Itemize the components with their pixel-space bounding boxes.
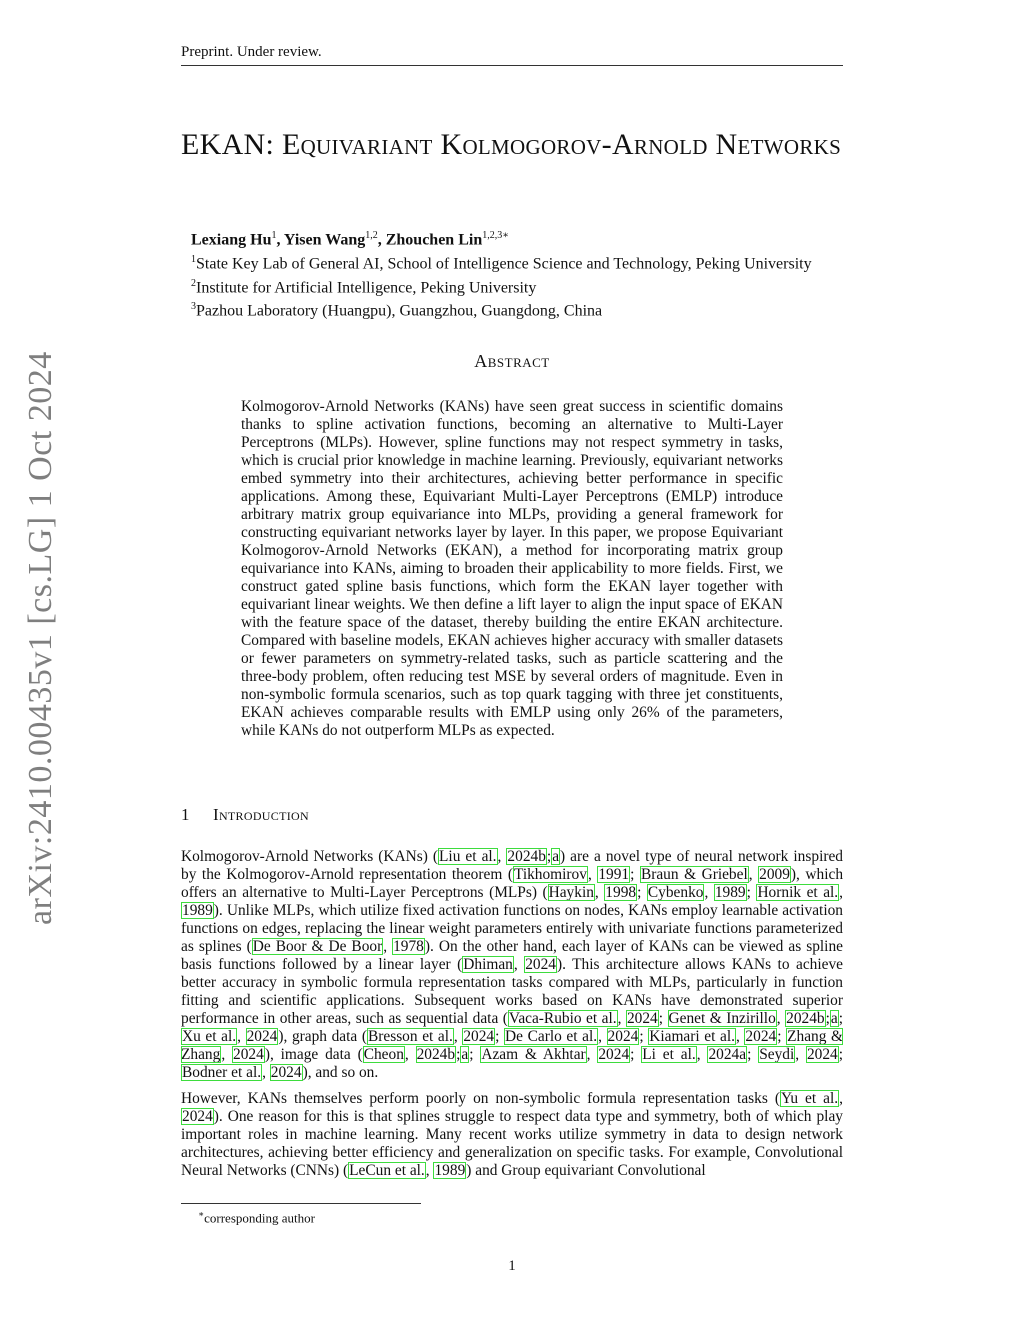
text-run: , xyxy=(776,1010,786,1027)
citation-link[interactable]: 2024a xyxy=(708,1046,747,1063)
citation-link[interactable]: 2024 xyxy=(270,1064,302,1081)
text-run: ; xyxy=(747,1046,759,1063)
page-number: 1 xyxy=(508,1258,516,1274)
citation-link[interactable]: Genet & Inzirillo xyxy=(668,1010,776,1027)
text-run: ), graph data ( xyxy=(278,1028,367,1045)
paragraph xyxy=(181,1090,843,1180)
citation-link[interactable]: 2024 xyxy=(246,1028,278,1045)
citation-link[interactable]: Cybenko xyxy=(647,884,704,901)
text-run: , xyxy=(221,1046,233,1063)
footnote-mark: ∗ xyxy=(198,1209,205,1219)
citation-link[interactable]: 2024b xyxy=(786,1010,825,1027)
text-run: , xyxy=(383,938,393,955)
text-run: ; xyxy=(630,1046,642,1063)
citation-link[interactable]: a xyxy=(830,1010,838,1027)
citation-link[interactable]: 2024 xyxy=(626,1010,658,1027)
citation-link[interactable]: a xyxy=(552,848,560,865)
section-number: 1 xyxy=(181,805,190,824)
text-run: , xyxy=(617,1010,626,1027)
citation-link[interactable]: 1989 xyxy=(182,902,213,919)
affiliation-mark: 3 xyxy=(191,301,196,313)
text-run: ; xyxy=(777,1028,787,1045)
author-name: Lexiang Hu xyxy=(191,231,272,249)
text-run: ). This architecture allows KANs to achieve better accuracy in symbolic formula representation tasks compared with MLPs, particularly in function fitting and scientific applications. Subsequent works based on KANs have demonstrated superior performance in other areas, such as sequential data ( xyxy=(181,956,843,1027)
citation-link[interactable]: 1989 xyxy=(434,1162,466,1179)
citation-link[interactable]: 1998 xyxy=(605,884,637,901)
text-run: , xyxy=(795,1046,806,1063)
text-run: ). One reason for this is that splines struggle to respect data type and symmetry, both of which play important roles in machine learning. Many recent works utilize symmetry in data to design network architectures, achieving better efficiency and generalization on specific tasks. For example, Convolutional Neural Networks (CNNs) ( xyxy=(181,1108,843,1179)
citation-link[interactable]: Azam & Akhtar xyxy=(481,1046,586,1063)
citation-link[interactable]: 2024 xyxy=(182,1108,213,1125)
section-title: Introduction xyxy=(213,805,309,824)
citation-link[interactable]: Xu et al. xyxy=(182,1028,237,1045)
affiliation-text: Institute for Artificial Intelligence, Peking University xyxy=(196,278,537,296)
abstract-heading: Abstract xyxy=(474,351,550,371)
citation-link[interactable]: LeCun et al. xyxy=(349,1162,425,1179)
text-run: , xyxy=(735,1028,745,1045)
text-run: , xyxy=(586,1046,598,1063)
text-run: , xyxy=(704,884,714,901)
text-run: , xyxy=(587,866,598,883)
text-run: ). On the other hand, each layer of KANs can be viewed as spline basis functions followed by a linear layer ( xyxy=(181,938,843,973)
citation-link[interactable]: 2024 xyxy=(463,1028,495,1045)
citation-link[interactable]: Vaca-Rubio et al. xyxy=(508,1010,617,1027)
arxiv-identifier: arXiv:2410.00435v1 [cs.LG] 1 Oct 2024 xyxy=(22,351,59,925)
citation-link[interactable]: 2024 xyxy=(806,1046,838,1063)
citation-link[interactable]: Bresson et al. xyxy=(367,1028,453,1045)
author-name: Zhouchen Lin xyxy=(385,231,483,249)
citation-link[interactable]: De Carlo et al. xyxy=(505,1028,598,1045)
running-header: Preprint. Under review. xyxy=(181,44,322,60)
paper-title: EKAN: Equivariant Kolmogorov-Arnold Networks xyxy=(181,128,842,161)
citation-link[interactable]: Braun & Griebel xyxy=(640,866,748,883)
text-run: , xyxy=(839,884,844,901)
text-run: ; xyxy=(746,884,757,901)
citation-link[interactable]: 2024b xyxy=(507,848,546,865)
text-run: However, KANs themselves perform poorly on non-symbolic formula representation tasks ( xyxy=(181,1090,780,1107)
text-run: ; xyxy=(495,1028,505,1045)
citation-link[interactable]: 2024b xyxy=(416,1046,456,1063)
text-run: ; xyxy=(630,866,640,883)
citation-link[interactable]: 2024 xyxy=(598,1046,630,1063)
introduction-body xyxy=(181,848,843,1188)
footnote-rule xyxy=(181,1203,421,1204)
citation-link[interactable]: a xyxy=(461,1046,469,1063)
text-run: , xyxy=(497,848,507,865)
text-run: ; xyxy=(838,1010,844,1027)
citation-link[interactable]: 2024 xyxy=(607,1028,639,1045)
footnote xyxy=(198,1209,315,1226)
citation-link[interactable]: Bodner et al. xyxy=(182,1064,262,1081)
author-block xyxy=(191,226,812,321)
text-run: , xyxy=(262,1064,270,1081)
citation-link[interactable]: 2024 xyxy=(525,956,556,973)
text-run: ), which offers an alternative to Multi-Layer Perceptrons (MLPs) ( xyxy=(181,866,844,901)
text-run: ; xyxy=(658,1010,668,1027)
text-run: ), and so on. xyxy=(302,1064,379,1081)
author-names: Lexiang Hu$^1$, Yisen Wang$^{1,2}$, Zhouchen Lin$^{1,2,3∗}$ xyxy=(191,230,510,249)
text-run: , xyxy=(839,1090,843,1107)
abstract-text: Kolmogorov-Arnold Networks (KANs) have seen great success in scientific domains thanks to spline activation functions, becoming an alternative to Multi-Layer Perceptrons (MLPs). However, spline functions may not respect symmetry in tasks, which is crucial prior knowledge in machine learning. Previously, equivariant networks embed symmetry into their architectures, achieving better performance in specific applications. Among these, Equivariant Multi-Layer Perceptrons (EMLP) introduce arbitrary matrix group equivariance into MLPs, providing a general framework for constructing equivariant networks layer by layer. In this paper, we propose Equivariant Kolmogorov-Arnold Networks (EKAN), a method for incorporating matrix group equivariance into KANs, aiming to broaden their applicability to more fields. First, we construct gated spline basis functions, which form the EKAN layer together with equivariant linear weights. We then define a lift layer to align the input space of EKAN with the feature space of the dataset, thereby building the entire EKAN architecture. Compared with baseline models, EKAN achieves higher accuracy with smaller datasets or fewer parameters on symmetry-related tasks, such as particle scattering and the three-body problem, often reducing test MSE by several orders of magnitude. Even in non-symbolic formula scenarios, such as top quark tagging with three jet constituents, EKAN achieves comparable results with EMLP using only 26% of the parameters, while KANs do not outperform MLPs as expected. xyxy=(241,398,783,739)
text-run: , xyxy=(425,1162,434,1179)
text-run: , xyxy=(594,884,605,901)
section-heading xyxy=(181,805,309,825)
paragraph xyxy=(181,848,843,1082)
header-rule xyxy=(181,65,843,66)
text-run: ; xyxy=(469,1046,481,1063)
text-run: , xyxy=(696,1046,708,1063)
text-run: ) and Group equivariant Convolutional xyxy=(466,1162,706,1179)
citation-link[interactable]: Kiamari et al. xyxy=(649,1028,735,1045)
text-run: ) are a novel type of neural network inspired by the Kolmogorov-Arnold representation theorem ( xyxy=(181,848,843,883)
affiliation xyxy=(191,250,812,274)
author-affiliation-mark: 1 xyxy=(271,230,277,241)
text-run: ; xyxy=(639,1028,649,1045)
author-name: Yisen Wang xyxy=(283,231,366,249)
text-run: , xyxy=(453,1028,463,1045)
affiliation-text: State Key Lab of General AI, School of Intelligence Science and Technology, Peking University xyxy=(196,255,812,273)
affiliation-mark: 1 xyxy=(191,253,196,265)
citation-link[interactable]: Li et al. xyxy=(642,1046,696,1063)
citation-link[interactable]: 2024 xyxy=(745,1028,777,1045)
text-run: ; xyxy=(838,1046,844,1063)
citation-link[interactable]: Zhang & Zhang xyxy=(181,1028,844,1063)
affiliation xyxy=(191,297,812,321)
citation-link[interactable]: 1989 xyxy=(714,884,746,901)
text-run: ; xyxy=(637,884,647,901)
citation-link[interactable]: Tikhomirov xyxy=(513,866,587,883)
text-run: ). Unlike MLPs, which utilize fixed activation functions on nodes, KANs employ learnable activation functions on edges, replacing the linear weight parameters entirely with univariate functions parameterized as splines ( xyxy=(181,902,843,955)
citation-link[interactable]: Hornik et al. xyxy=(757,884,839,901)
text-run: , xyxy=(513,956,525,973)
citation-link[interactable]: De Boor & De Boor xyxy=(252,938,383,955)
affiliation xyxy=(191,274,812,298)
citation-link[interactable]: 1991 xyxy=(598,866,630,883)
text-run: , xyxy=(237,1028,246,1045)
citation-link[interactable]: 2009 xyxy=(759,866,790,883)
author-affiliation-mark: 1,2,3∗ xyxy=(482,230,510,241)
text-run: , xyxy=(598,1028,607,1045)
citation-link[interactable]: 1978 xyxy=(393,938,424,955)
citation-link[interactable]: Dhiman xyxy=(463,956,513,973)
citation-link[interactable]: Liu et al. xyxy=(439,848,497,865)
author-affiliation-mark: 1,2 xyxy=(365,230,378,241)
text-run: , xyxy=(748,866,759,883)
affiliation-text: Pazhou Laboratory (Huangpu), Guangzhou, Guangdong, China xyxy=(196,302,603,320)
citation-link[interactable]: Haykin xyxy=(548,884,594,901)
citation-link[interactable]: 2024 xyxy=(233,1046,264,1063)
text-run: Kolmogorov-Arnold Networks (KANs) ( xyxy=(181,848,439,865)
text-run: ; xyxy=(456,1046,461,1063)
citation-link[interactable]: Yu et al. xyxy=(780,1090,839,1107)
affiliation-mark: 2 xyxy=(191,277,196,289)
citation-link[interactable]: Cheon xyxy=(363,1046,404,1063)
text-run: ; xyxy=(546,848,552,865)
footnote-text: corresponding author xyxy=(204,1210,315,1226)
text-run: ; xyxy=(825,1010,830,1027)
citation-link[interactable]: Seydi xyxy=(759,1046,795,1063)
text-run: , xyxy=(404,1046,416,1063)
text-run: ), image data ( xyxy=(264,1046,363,1063)
